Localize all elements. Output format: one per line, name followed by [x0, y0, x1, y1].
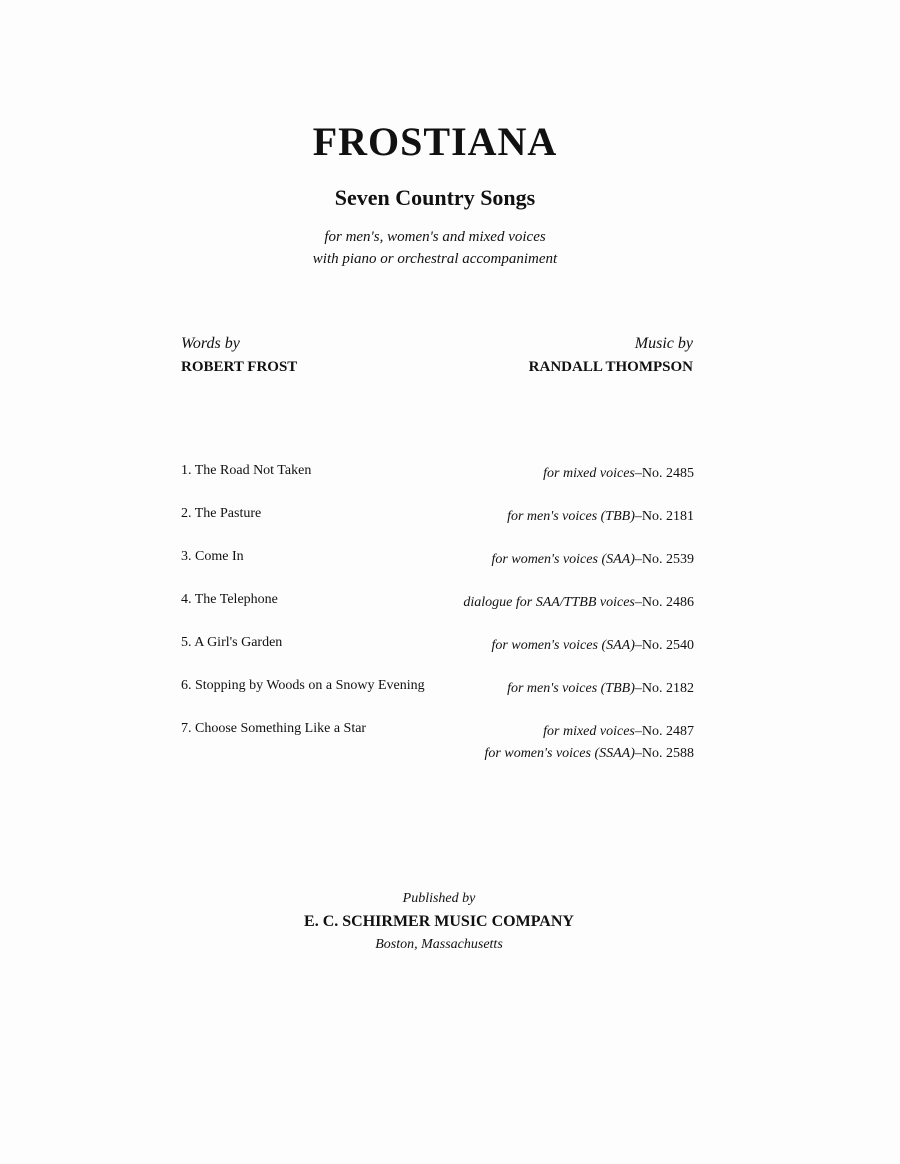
music-label: Music by — [634, 335, 693, 352]
words-label: Words by — [181, 335, 240, 352]
edition-voices: for mixed voices — [543, 724, 635, 739]
edition-entry — [463, 592, 694, 614]
song-editions — [485, 721, 694, 765]
song-title: 2. The Pasture — [181, 506, 262, 521]
edition-voices: for men's voices (TBB) — [507, 509, 635, 524]
edition-voices: dialogue for SAA/TTBB voices — [463, 595, 635, 610]
publisher-name: E. C. SCHIRMER MUSIC COMPANY — [304, 913, 574, 930]
song-editions — [507, 678, 694, 700]
publisher-label: Published by — [402, 891, 476, 906]
edition-voices: for men's voices (TBB) — [507, 681, 635, 696]
song-title: 1. The Road Not Taken — [181, 463, 312, 478]
voicing-line-1: for men's, women's and mixed voices — [324, 229, 546, 245]
song-title: 6. Stopping by Woods on a Snowy Evening — [181, 678, 425, 693]
song-list — [181, 463, 694, 764]
edition-number: –No. 2588 — [634, 746, 694, 761]
song-item — [181, 592, 694, 635]
words-author: ROBERT FROST — [181, 359, 298, 375]
song-title: 7. Choose Something Like a Star — [181, 721, 367, 736]
voicing-description — [0, 226, 870, 270]
song-editions — [543, 463, 694, 485]
edition-voices: for mixed voices — [543, 466, 635, 481]
song-item — [181, 635, 694, 678]
edition-number: –No. 2487 — [634, 724, 694, 739]
composer-credit — [529, 333, 693, 379]
music-author: RANDALL THOMPSON — [528, 359, 693, 375]
song-title: 3. Come In — [181, 549, 244, 564]
edition-voices: for women's voices (SAA) — [491, 638, 635, 653]
edition-entry — [485, 721, 694, 743]
edition-entry — [543, 463, 694, 485]
song-item — [181, 721, 694, 764]
edition-number: –No. 2181 — [634, 509, 694, 524]
edition-entry — [485, 743, 694, 765]
edition-entry — [507, 506, 694, 528]
song-item — [181, 678, 694, 721]
edition-entry — [492, 635, 694, 657]
edition-number: –No. 2182 — [634, 681, 694, 696]
edition-number: –No. 2540 — [634, 638, 694, 653]
edition-number: –No. 2486 — [634, 595, 694, 610]
song-editions — [492, 549, 694, 571]
song-title: 5. A Girl's Garden — [181, 635, 283, 650]
song-editions — [507, 506, 694, 528]
edition-number: –No. 2539 — [634, 552, 694, 567]
edition-voices: for women's voices (SSAA) — [484, 746, 635, 761]
song-item — [181, 506, 694, 549]
song-editions — [492, 635, 694, 657]
lyricist-credit — [181, 333, 297, 379]
song-title: 4. The Telephone — [181, 592, 278, 607]
song-editions — [463, 592, 694, 614]
song-item — [181, 549, 694, 592]
edition-entry — [507, 678, 694, 700]
edition-voices: for women's voices (SAA) — [491, 552, 635, 567]
edition-entry — [492, 549, 694, 571]
page-title: FROSTIANA — [312, 119, 558, 164]
voicing-line-2: with piano or orchestral accompaniment — [312, 251, 558, 267]
edition-number: –No. 2485 — [634, 466, 694, 481]
song-item — [181, 463, 694, 506]
publisher-city: Boston, Massachusetts — [375, 937, 503, 952]
page-subtitle: Seven Country Songs — [334, 185, 536, 210]
publisher-block — [0, 888, 878, 956]
